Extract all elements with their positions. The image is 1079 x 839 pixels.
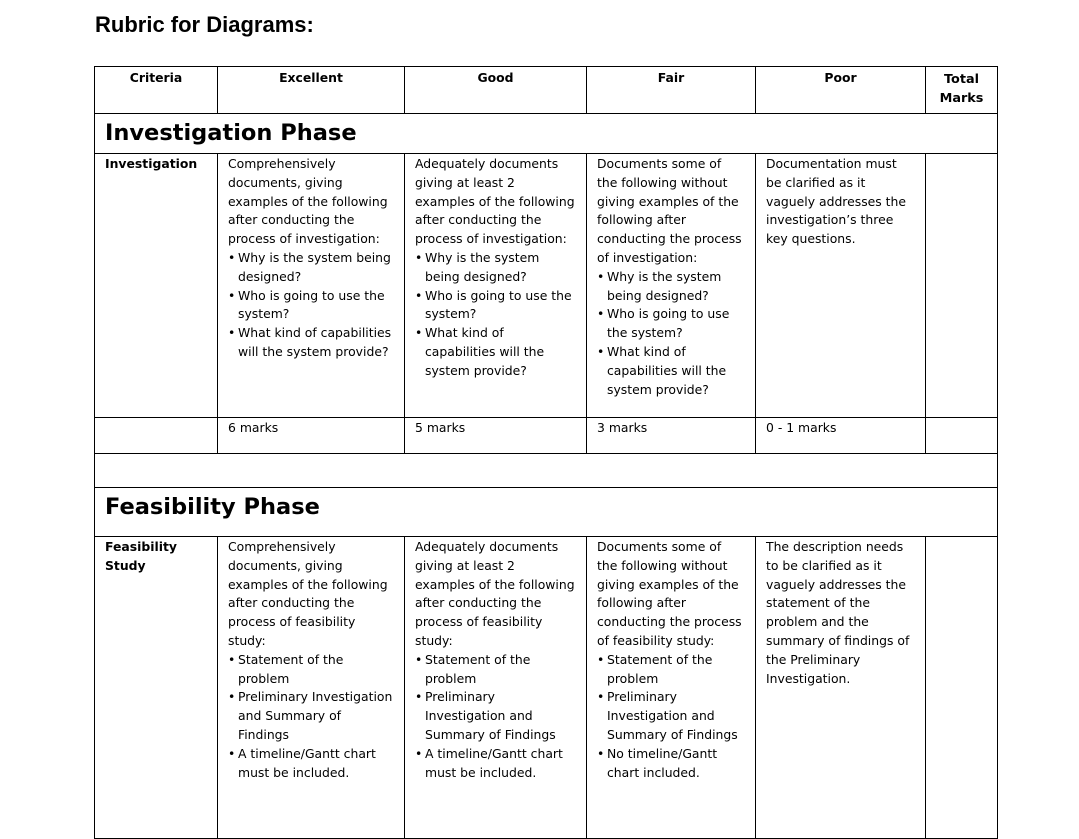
header-row [95,67,998,114]
list-item: • Why is the system being designed? [597,268,745,306]
list-item: • What kind of capabilities will the system provide? [597,343,745,399]
marks-fair: 3 marks [587,418,756,454]
list-item: • Statement of the problem [415,651,576,689]
excellent-descriptor: Comprehensively documents, giving examples of the following after conducting the process of investigation: • Why is the system being designed? • Who is going to use the system? • What kind of capabilities will the system provide? [218,154,405,418]
list-item: • Statement of the problem [228,651,394,689]
list-item: • A timeline/Gantt chart must be included. [415,745,576,783]
list-item: • Preliminary Investigation and Summary of Findings [597,688,745,744]
poor-descriptor: Documentation must be clarified as it vaguely addresses the investigation’s three key questions. [756,154,926,418]
total-marks-cell [926,418,998,454]
header-excellent: Excellent [218,67,405,114]
marks-poor: 0 - 1 marks [756,418,926,454]
criterion-row [95,154,998,418]
list-item: • Who is going to use the system? [228,287,394,325]
header-total-marks: Total Marks [926,67,998,114]
list-item: • What kind of capabilities will the system provide? [415,324,576,380]
list-item: • Statement of the problem [597,651,745,689]
poor-descriptor: The description needs to be clarified as it vaguely addresses the statement of the problem and the summary of findings of the Preliminary Investigation. [756,537,926,839]
list-item: • Who is going to use the system? [415,287,576,325]
excellent-descriptor: Comprehensively documents, giving examples of the following after conducting the process of feasibility study: • Statement of the problem • Preliminary Investigation and Summary of Findings • A timeline/Gantt chart must be included. [218,537,405,839]
list-item: • Preliminary Investigation and Summary of Findings [415,688,576,744]
marks-excellent: 6 marks [218,418,405,454]
list-item: • What kind of capabilities will the system provide? [228,324,394,362]
phase-title: Investigation Phase [105,120,357,146]
rubric-table [94,66,998,839]
list-item: • Who is going to use the system? [597,305,745,343]
total-marks-cell [926,537,998,839]
fair-descriptor: Documents some of the following without giving examples of the following after conducting the process of investigation: • Why is the system being designed? • Who is going to use the system? • What kind of capabilities will the system provide? [587,154,756,418]
good-descriptor: Adequately documents giving at least 2 examples of the following after conducting the process of investigation: • Why is the system being designed? • Who is going to use the system? • What kind of capabilities will the system provide? [405,154,587,418]
phase-title: Feasibility Phase [105,494,320,520]
spacer-row [95,454,998,488]
list-item: • Preliminary Investigation and Summary of Findings [228,688,394,744]
phase-heading-row [95,114,998,154]
criterion-label: Feasibility Study [95,537,218,839]
marks-row [95,418,998,454]
total-marks-cell [926,154,998,418]
list-item: • Why is the system being designed? [415,249,576,287]
criterion-row [95,537,998,839]
list-item: • No timeline/Gantt chart included. [597,745,745,783]
fair-descriptor: Documents some of the following without giving examples of the following after conducting the process of feasibility study: • Statement of the problem • Preliminary Investigation and Summary of Findings • No timeline/Gantt chart included. [587,537,756,839]
header-good: Good [405,67,587,114]
criterion-label: Investigation [95,154,218,418]
header-criteria: Criteria [95,67,218,114]
header-poor: Poor [756,67,926,114]
header-fair: Fair [587,67,756,114]
good-descriptor: Adequately documents giving at least 2 examples of the following after conducting the process of feasibility study: • Statement of the problem • Preliminary Investigation and Summary of Findings • A timeline/Gantt chart must be included. [405,537,587,839]
list-item: • Why is the system being designed? [228,249,394,287]
marks-good: 5 marks [405,418,587,454]
list-item: • A timeline/Gantt chart must be included. [228,745,394,783]
document-title: Rubric for Diagrams: [95,12,314,37]
phase-heading-row [95,488,998,537]
